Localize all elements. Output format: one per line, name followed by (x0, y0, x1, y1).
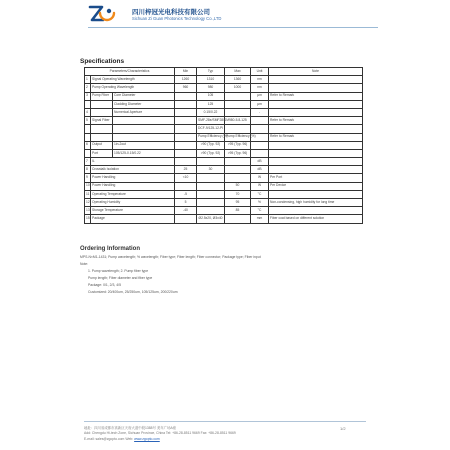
cell-no: 9 (85, 174, 91, 182)
cell-typ: Pump Efficiency (%) (197, 133, 225, 141)
cell-typ: 980 (197, 84, 225, 92)
cell-group (91, 125, 113, 133)
cell-label: Numerical Aperture (113, 108, 175, 116)
footer-address: 地址：四川省成都市高新区天府大道中段1388号 美年广场A座 (84, 426, 177, 430)
cell-note: Non-condensing, high humidity for long time (269, 199, 363, 207)
cell-typ: >90 (Typ. 92) (197, 141, 225, 149)
cell-note (269, 100, 363, 108)
column-header: Note (269, 68, 363, 76)
table-row (85, 141, 363, 149)
note-line: 1. Pump wavelength; 2. Pump fiber type (88, 269, 149, 273)
cell-no: 10 (85, 182, 91, 190)
cell-min (175, 149, 197, 157)
cell-unit: dB (251, 158, 269, 166)
table-row (85, 117, 363, 125)
table-row (85, 182, 363, 190)
cell-max: 70 (225, 190, 251, 198)
cell-min: <10 (175, 174, 197, 182)
company-logo (88, 4, 116, 24)
cell-min: 5 (175, 199, 197, 207)
column-header: Typ (197, 68, 225, 76)
column-header: Unit (251, 68, 269, 76)
cell-typ: 1310 (197, 76, 225, 84)
cell-min (175, 92, 197, 100)
notes-label: Note: (80, 262, 89, 266)
cell-note (269, 166, 363, 174)
cell-no: 12 (85, 199, 91, 207)
note-line: Pump length; Fiber diameter and fiber type (88, 276, 153, 280)
cell-unit: °C (251, 207, 269, 215)
cell-no: 2 (85, 84, 91, 92)
cell-group (91, 100, 113, 108)
cell-label: Signal Operating Wavelength (91, 76, 175, 84)
table-row (85, 207, 363, 215)
cell-label: Core Diameter (113, 92, 175, 100)
cell-min (175, 215, 197, 223)
cell-min (175, 182, 197, 190)
cell-no: 5 (85, 117, 91, 125)
cell-min (175, 158, 197, 166)
cell-typ (197, 174, 225, 182)
cell-label: Crosstalk Isolation (91, 166, 175, 174)
cell-typ: 125 (197, 100, 225, 108)
cell-typ (197, 190, 225, 198)
cell-note: Per Device (269, 182, 363, 190)
cell-note (269, 125, 363, 133)
cell-note (269, 149, 363, 157)
table-row (85, 166, 363, 174)
table-row (85, 174, 363, 182)
cell-max (225, 174, 251, 182)
cell-min: -40 (175, 207, 197, 215)
cell-unit: nm (251, 84, 269, 92)
cell-note (269, 141, 363, 149)
cell-group: Output (91, 141, 113, 149)
cell-typ: Ø2.5x20, Ø3x40 (197, 215, 225, 223)
cell-min (175, 125, 197, 133)
cell-label: Cladding Diameter (113, 100, 175, 108)
page-header (88, 4, 378, 26)
table-row (85, 108, 363, 116)
ordering-description: MPS-N×M1-1431; Pump wavelength; % wavelength; Fiber type; Fiber length; Fiber connector; Package type; Fiber input (80, 255, 261, 259)
cell-unit: % (251, 199, 269, 207)
cell-unit: W (251, 174, 269, 182)
table-row (85, 199, 363, 207)
cell-no: 8 (85, 166, 91, 174)
specifications-table (84, 67, 363, 224)
cell-note: Refer to Remark (269, 92, 363, 100)
note-line: Package: 0/1, 2/3, 4/5 (88, 283, 121, 287)
cell-min (175, 117, 197, 125)
cell-label (113, 133, 175, 141)
cell-min: 960 (175, 84, 197, 92)
cell-label: Operating Temperature (91, 190, 175, 198)
cell-min (175, 133, 197, 141)
cell-unit (251, 125, 269, 133)
cell-max (225, 92, 251, 100)
cell-typ (197, 158, 225, 166)
table-header-row (85, 68, 363, 76)
company-name-cn: 四川梓冠光电科技有限公司 (132, 9, 210, 16)
cell-group: Pump Fiber (91, 92, 113, 100)
cell-note (269, 108, 363, 116)
cell-no: 11 (85, 190, 91, 198)
cell-label: Power Handling (91, 174, 175, 182)
cell-min (175, 141, 197, 149)
cell-no: 13 (85, 207, 91, 215)
cell-label: IL (91, 158, 175, 166)
cell-group (91, 133, 113, 141)
cell-max: 50 (225, 182, 251, 190)
cell-note (269, 76, 363, 84)
table-row (85, 133, 363, 141)
cell-label: Storage Temperature (91, 207, 175, 215)
cell-typ: 0.15/0.22 (197, 108, 225, 116)
cell-min: 25 (175, 166, 197, 174)
company-name-en: Sichuan Zi Guan Photonics Technology Co.,LTD (132, 16, 222, 21)
cell-max: >95 (Typ. 96) (225, 149, 251, 157)
cell-no: 3 (85, 92, 91, 100)
table-row (85, 190, 363, 198)
cell-typ (197, 182, 225, 190)
cell-typ (197, 199, 225, 207)
cell-note: Fiber coat based on different solution (269, 215, 363, 223)
cell-note (269, 84, 363, 92)
cell-unit (251, 141, 269, 149)
cell-label (113, 117, 175, 125)
cell-min (175, 108, 197, 116)
cell-label: Power Handling (91, 182, 175, 190)
cell-note: Per Port (269, 174, 363, 182)
table-row (85, 76, 363, 84)
cell-typ: >90 (Typ. 92) (197, 149, 225, 157)
cell-max: 1360 (225, 76, 251, 84)
table-row (85, 149, 363, 157)
website-link[interactable]: www.zgopto.com (134, 437, 160, 441)
page-number: 1/2 (340, 426, 346, 431)
table-row (85, 92, 363, 100)
table-row (85, 100, 363, 108)
cell-max (225, 108, 251, 116)
cell-min: -5 (175, 190, 197, 198)
cell-label: Operating Humidity (91, 199, 175, 207)
cell-unit: μm (251, 100, 269, 108)
cell-no: 6 (85, 141, 91, 149)
cell-min: 1260 (175, 76, 197, 84)
cell-group: Signal Fiber (91, 117, 113, 125)
cell-max (225, 158, 251, 166)
cell-max: 1000 (225, 84, 251, 92)
cell-unit: mm (251, 215, 269, 223)
cell-unit: - (251, 108, 269, 116)
cell-note (269, 207, 363, 215)
cell-unit: dB (251, 166, 269, 174)
cell-typ (197, 207, 225, 215)
column-header: Parameters/Characteristics (85, 68, 175, 76)
cell-max (225, 100, 251, 108)
cell-max: 85 (225, 207, 251, 215)
cell-label: 1in-2out (113, 141, 175, 149)
cell-no: 4 (85, 108, 91, 116)
footer-divider (84, 421, 366, 422)
cell-typ: DCF-9/125-12-PI (197, 125, 225, 133)
cell-max (225, 215, 251, 223)
cell-no: 7 (85, 158, 91, 166)
ordering-title: Ordering Information (80, 246, 140, 252)
cell-label: Package (91, 215, 175, 223)
cell-no: 1 (85, 76, 91, 84)
cell-typ: SMF-28e/SMF28/SM980-5.8-125 (197, 117, 225, 125)
table-row (85, 158, 363, 166)
cell-unit (251, 149, 269, 157)
cell-max (225, 166, 251, 174)
cell-group (91, 108, 113, 116)
cell-unit (251, 117, 269, 125)
footer-web (84, 437, 160, 441)
table-row (85, 84, 363, 92)
table-row (85, 215, 363, 223)
cell-label: 105/125-0.15/0.22 (113, 149, 175, 157)
cell-max: Pump Efficiency (%) (225, 133, 251, 141)
cell-max (225, 125, 251, 133)
cell-no: 15 (85, 215, 91, 223)
cell-unit: μm (251, 92, 269, 100)
column-header: Max (225, 68, 251, 76)
cell-unit: nm (251, 76, 269, 84)
specifications-title: Specifications (80, 58, 125, 65)
cell-note (269, 158, 363, 166)
column-header: Min (175, 68, 197, 76)
header-divider (88, 27, 378, 28)
cell-note: Refer to Remark (269, 133, 363, 141)
footer-email: E-mail: sales@zgopto.com Web: (84, 437, 135, 441)
note-line: Customized: 20/400um, 25/250um, 105/125um, 200/220um (88, 290, 178, 294)
cell-label (113, 125, 175, 133)
cell-note (269, 190, 363, 198)
cell-label: Pump Operating Wavelength (91, 84, 175, 92)
cell-unit: °C (251, 190, 269, 198)
cell-typ: 30 (197, 166, 225, 174)
cell-min (175, 100, 197, 108)
cell-max: 95 (225, 199, 251, 207)
cell-typ: 105 (197, 92, 225, 100)
cell-group: Port (91, 149, 113, 157)
footer-contact: Add: Chengdu Hi-tech Zone, Sichuan Province, China Tel: +86-28-8511 9669 Fax: +86-28-8511 9669 (84, 431, 236, 435)
table-row (85, 125, 363, 133)
cell-unit: W (251, 182, 269, 190)
cell-note: Refer to Remark (269, 117, 363, 125)
cell-max: >95 (Typ. 96) (225, 141, 251, 149)
